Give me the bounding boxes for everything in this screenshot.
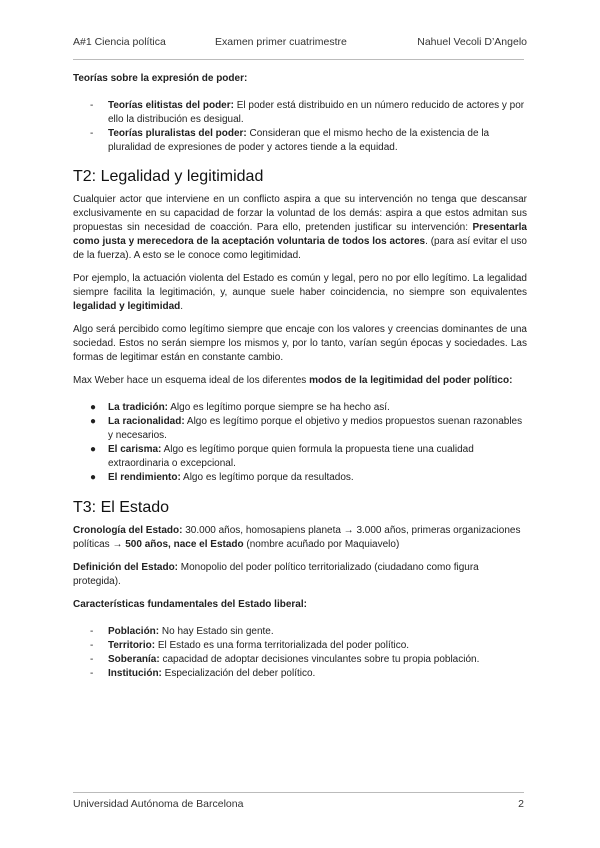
list-item: - Institución: Especialización del deber político. [90, 668, 316, 679]
paragraph: Por ejemplo, la actuación violenta del Estado es común y legal, pero no por ello legítimo. La legalidad siempre facilita la legitimación, y, aunque suele haber coincidencia, no siempre son equivalentes legalidad y legitimidad. [73, 273, 527, 312]
list-item: ● La tradición: Algo es legítimo porque siempre se ha hecho así. [90, 402, 390, 413]
state-characteristics-list [73, 625, 527, 681]
section-title-t3: T3: El Estado [73, 499, 170, 516]
document-body [73, 72, 527, 681]
dash-marker: - [90, 640, 94, 651]
intro-heading: Teorías sobre la expresión de poder: [73, 73, 248, 84]
page-header [73, 36, 527, 50]
list-item: ● El rendimiento: Algo es legítimo porque da resultados. [90, 472, 354, 483]
header-divider [73, 59, 524, 60]
legitimacy-modes-list [73, 401, 527, 485]
list-item: - Población: No hay Estado sin gente. [90, 626, 274, 637]
paragraph: Cronología del Estado: 30.000 años, homosapiens planeta → 3.000 años, primeras organizaciones políticas → 500 años, nace el Estado (nombre acuñado por Maquiavelo) [73, 525, 521, 550]
bullet-marker: ● [90, 416, 97, 427]
dash-marker: - [90, 668, 94, 679]
bullet-marker: ● [90, 444, 97, 455]
dash-marker: - [90, 626, 94, 637]
page-footer [73, 798, 527, 810]
page-number: 2 [518, 798, 524, 810]
list-item: ● El carisma: Algo es legítimo porque quien formula la propuesta tiene una cualidad extraordinaria o excepcional. [90, 444, 474, 469]
header-author: Nahuel Vecoli D’Angelo [417, 36, 527, 48]
footer-divider [73, 792, 524, 793]
list-item: - Teorías pluralistas del poder: Consideran que el mismo hecho de la existencia de la pluralidad de expresiones de poder y actores tiende a la equidad. [90, 128, 490, 153]
footer-university: Universidad Autónoma de Barcelona [73, 798, 244, 810]
bullet-marker: ● [90, 402, 97, 413]
paragraph: Definición del Estado: Monopolio del poder político territorializado (ciudadano como figura protegida). [73, 562, 479, 587]
bullet-marker: ● [90, 472, 97, 483]
characteristics-heading: Características fundamentales del Estado liberal: [73, 599, 307, 610]
paragraph: Cualquier actor que interviene en un conflicto aspira a que su intervención no tenga que descansar exclusivamente en su capacidad de forzar la voluntad de los demás: aspira a que estos admitan sus propuestas sin necesidad de coacción. Para ello, pretenden justificar su intervención: Presentarla como justa y merecedora de la aceptación voluntaria de todos los actores. (para así evitar el uso de la fuerza). A esto se le conoce como legitimidad. [73, 194, 527, 261]
list-item: - Soberanía: capacidad de adoptar decisiones vinculantes sobre tu propia población. [90, 654, 480, 665]
dash-marker: - [90, 100, 94, 111]
paragraph: Max Weber hace un esquema ideal de los diferentes modos de la legitimidad del poder político: [73, 375, 513, 386]
header-course: A#1 Ciencia política [73, 36, 166, 48]
power-theories-list [73, 99, 527, 155]
list-item: - Territorio: El Estado es una forma territorializada del poder político. [90, 640, 410, 651]
paragraph: Algo será percibido como legítimo siempre que encaje con los valores y creencias dominantes de una sociedad. Estos no serán siempre los mismos y, por lo tanto, varían según épocas y sociedades. Las formas de legitimar están en constante cambio. [73, 324, 527, 363]
dash-marker: - [90, 128, 94, 139]
header-exam: Examen primer cuatrimestre [215, 36, 347, 48]
section-title-t2: T2: Legalidad y legitimidad [73, 168, 264, 185]
dash-marker: - [90, 654, 94, 665]
list-item: - Teorías elitistas del poder: El poder está distribuido en un número reducido de actores y por ello la distribución es desigual. [90, 100, 525, 125]
list-item: ● La racionalidad: Algo es legítimo porque el objetivo y medios propuestos suenan razonables y necesarios. [90, 416, 523, 441]
